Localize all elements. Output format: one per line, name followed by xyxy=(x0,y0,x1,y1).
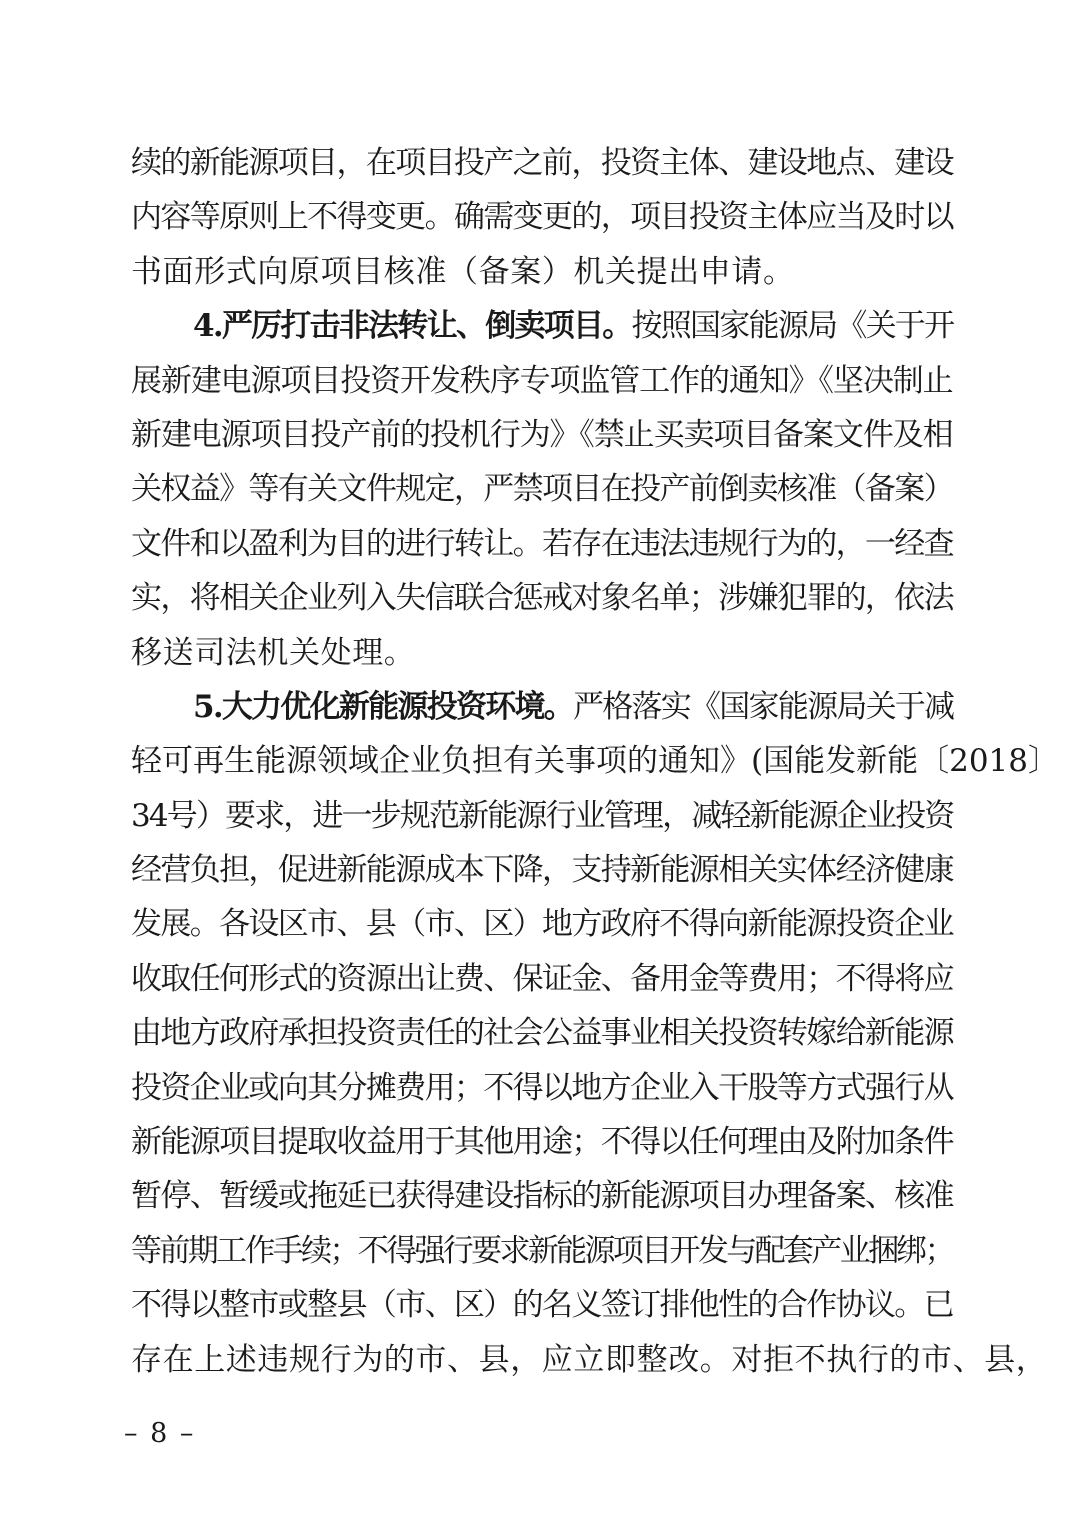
item-4-heading-line xyxy=(131,299,953,353)
line-text: 发展。各设区市、县（市、区）地方政府不得向新能源投资企业 xyxy=(131,906,953,943)
text-line xyxy=(131,408,953,462)
line-text: 按照国家能源局《关于开 xyxy=(631,308,954,345)
item-4-heading: 4.严厉打击非法转让、倒卖项目。 xyxy=(193,308,632,345)
text-line xyxy=(131,1115,953,1169)
text-line xyxy=(131,1061,953,1115)
text-line xyxy=(131,571,953,625)
line-text: 经营负担，促进新能源成本下降，支持新能源相关实体经济健康 xyxy=(131,852,953,889)
text-line xyxy=(131,190,953,244)
text-line xyxy=(131,789,953,843)
line-text: 严格落实《国家能源局关于减 xyxy=(573,688,954,725)
text-line xyxy=(131,1333,1048,1387)
text-line xyxy=(131,1278,953,1332)
line-text: 投资企业或向其分摊费用；不得以地方企业入干股等方式强行从 xyxy=(131,1069,953,1106)
line-text: 由地方政府承担投资责任的社会公益事业相关投资转嫁给新能源 xyxy=(131,1015,953,1052)
text-line xyxy=(131,734,1059,788)
line-text: 存在上述违规行为的市、县，应立即整改。对拒不执行的市、县， xyxy=(131,1341,1048,1378)
text-line xyxy=(131,1006,953,1060)
line-text: 收取任何形式的资源出让费、保证金、备用金等费用；不得将应 xyxy=(131,960,953,997)
text-line xyxy=(131,626,953,680)
line-text: 等前期工作手续；不得强行要求新能源项目开发与配套产业捆绑； xyxy=(131,1232,953,1269)
line-text: 移送司法机关处理。 xyxy=(131,634,416,671)
line-text: 实，将相关企业列入失信联合惩戒对象名单；涉嫌犯罪的，依法 xyxy=(131,580,953,617)
text-line xyxy=(131,462,953,516)
line-text: 内容等原则上不得变更。确需变更的，项目投资主体应当及时以 xyxy=(131,199,953,236)
line-text: 34号）要求，进一步规范新能源行业管理，减轻新能源企业投资 xyxy=(131,797,954,834)
text-line xyxy=(131,1224,953,1278)
page-number: – 8 – xyxy=(124,1418,196,1449)
line-text: 书面形式向原项目核准（备案）机关提出申请。 xyxy=(131,253,795,290)
text-line xyxy=(131,136,953,190)
text-line xyxy=(131,952,953,1006)
item-5-heading: 5.大力优化新能源投资环境。 xyxy=(193,688,573,725)
text-line xyxy=(131,354,953,408)
text-line xyxy=(131,897,953,951)
line-text: 新建电源项目投产前的投机行为》《禁止买卖项目备案文件及相 xyxy=(131,416,953,453)
line-text: 展新建电源项目投资开发秩序专项监管工作的通知》《坚决制止 xyxy=(131,362,953,399)
line-text: 暂停、暂缓或拖延已获得建设指标的新能源项目办理备案、核准 xyxy=(131,1178,953,1215)
line-text: 文件和以盈利为目的进行转让。若存在违法违规行为的，一经查 xyxy=(131,525,953,562)
line-text: 轻可再生能源领域企业负担有关事项的通知》(国能发新能〔2018〕 xyxy=(131,743,1059,780)
item-5-heading-line xyxy=(131,680,953,734)
text-line xyxy=(131,843,953,897)
text-line xyxy=(131,517,953,571)
body-text xyxy=(131,136,1059,1387)
line-text: 不得以整市或整县（市、区）的名义签订排他性的合作协议。已 xyxy=(131,1287,953,1324)
line-text: 新能源项目提取收益用于其他用途；不得以任何理由及附加条件 xyxy=(131,1124,953,1161)
text-line xyxy=(131,245,953,299)
line-text: 续的新能源项目，在项目投产之前，投资主体、建设地点、建设 xyxy=(131,145,953,181)
line-text: 关权益》等有关文件规定，严禁项目在投产前倒卖核准（备案） xyxy=(131,471,953,508)
text-line xyxy=(131,1169,953,1223)
